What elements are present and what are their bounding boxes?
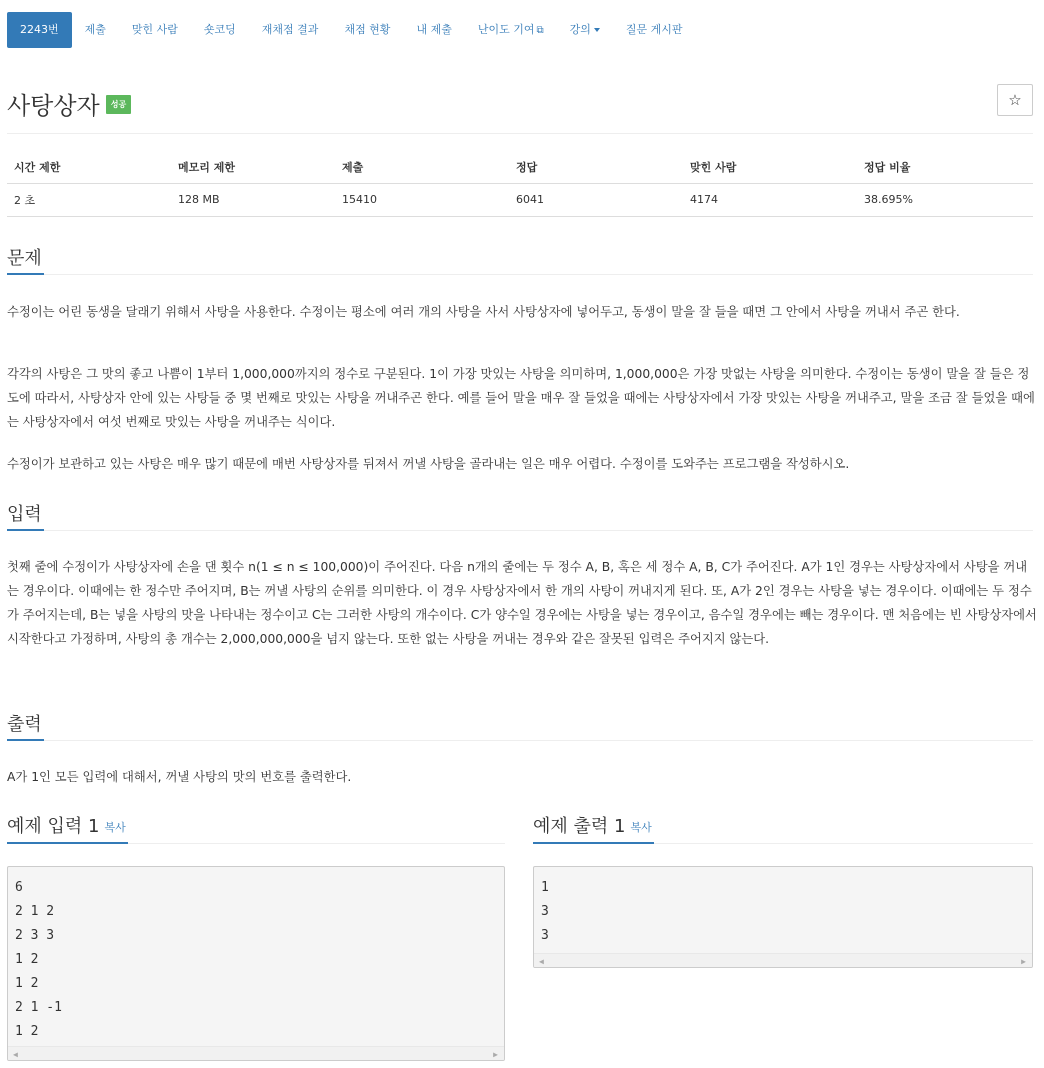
col-time-limit: 시간 제한 bbox=[7, 152, 171, 183]
problem-title: 사탕상자 bbox=[7, 92, 100, 120]
sample-input-title: 예제 입력 1 bbox=[7, 816, 100, 837]
sample-output-header bbox=[533, 812, 1033, 844]
col-submissions: 제출 bbox=[335, 152, 509, 183]
memory-limit-value: 128 MB bbox=[171, 183, 335, 216]
favorite-button[interactable] bbox=[997, 84, 1033, 116]
scroll-left-icon[interactable]: ◀ bbox=[539, 957, 544, 966]
code-line: 2 1 2 bbox=[15, 904, 55, 919]
problem-paragraph-3: 수정이가 보관하고 있는 사탕은 매우 많기 때문에 매번 사탕상자를 뒤져서 꺼낼 사탕을 골라내는 일은 매우 어렵다. 수정이를 도와주는 프로그램을 작성하시오. bbox=[7, 457, 850, 471]
info-table-header-row bbox=[7, 152, 1033, 183]
accepted-value: 6041 bbox=[509, 183, 683, 216]
nav-submit[interactable]: 제출 bbox=[84, 23, 106, 36]
nav-difficulty-contribution[interactable] bbox=[465, 12, 557, 48]
sample-input-lines bbox=[8, 867, 504, 1044]
code-line: 1 bbox=[541, 880, 549, 895]
col-accept-ratio: 정답 비율 bbox=[857, 152, 1033, 183]
nav-rejudge-results[interactable]: 재채점 결과 bbox=[261, 23, 319, 36]
problem-nav bbox=[7, 12, 696, 48]
sample-input-copy-link[interactable]: 복사 bbox=[104, 821, 126, 834]
submissions-value: 15410 bbox=[335, 183, 509, 216]
nav-my-submissions[interactable]: 내 제출 bbox=[416, 23, 452, 36]
nav-lectures-label: 강의 bbox=[569, 23, 591, 36]
nav-judge-status[interactable]: 채점 현황 bbox=[344, 23, 391, 36]
scroll-right-icon[interactable]: ▶ bbox=[493, 1050, 498, 1059]
nav-lectures-dropdown[interactable] bbox=[557, 12, 613, 48]
code-line: 1 2 bbox=[15, 952, 39, 967]
sample-output-lines bbox=[534, 867, 1032, 948]
code-line: 1 2 bbox=[15, 976, 39, 991]
sample-input-box[interactable] bbox=[7, 866, 505, 1061]
problem-info-table bbox=[7, 152, 1033, 217]
time-limit-value: 2 초 bbox=[7, 183, 171, 216]
external-link-icon: ⧉ bbox=[536, 25, 544, 36]
output-description: A가 1인 모든 입력에 대해서, 꺼낼 사탕의 맛의 번호를 출력한다. bbox=[7, 770, 352, 784]
problem-title-row bbox=[7, 86, 131, 121]
problem-paragraph-2: 각각의 사탕은 그 맛의 좋고 나쁨이 1부터 1,000,000까지의 정수로 구분된다. 1이 가장 맛있는 사탕을 의미하며, 1,000,000은 가장 맛없는 사탕을 의미한다. 수정이는 동생이 말을 잘 들은 정도에 따라서, 사탕상자 안에 있는 사탕들 중 몇 번째로 맛있는 사탕을 꺼내주곤 한다. 예를 들어 말을 매우 잘 들었을 때에는 사탕상자에서 가장 맛있는 사탕을 꺼내주고, 말을 조금 잘 들었을 때에는 사탕상자에서 여섯 번째로 맛있는 사탕을 꺼내주는 식이다. bbox=[7, 367, 1035, 429]
status-badge: 성공 bbox=[106, 95, 131, 114]
sample-input-title-wrap bbox=[7, 812, 128, 844]
horizontal-scrollbar[interactable] bbox=[8, 1046, 504, 1060]
col-memory-limit: 메모리 제한 bbox=[171, 152, 335, 183]
problem-section-header bbox=[7, 244, 1033, 275]
code-line: 1 2 bbox=[15, 1024, 39, 1039]
nav-short-coding[interactable]: 숏코딩 bbox=[203, 23, 236, 36]
horizontal-scrollbar[interactable] bbox=[534, 953, 1032, 967]
sample-output-box[interactable] bbox=[533, 866, 1033, 968]
col-solved-users: 맞힌 사람 bbox=[683, 152, 857, 183]
input-section-title: 입력 bbox=[7, 500, 44, 531]
nav-difficulty-label: 난이도 기여 bbox=[477, 23, 535, 36]
scroll-right-icon[interactable]: ▶ bbox=[1021, 957, 1026, 966]
nav-problem-number[interactable]: 2243번 bbox=[7, 12, 72, 48]
sample-output-title: 예제 출력 1 bbox=[533, 816, 626, 837]
output-section-header bbox=[7, 710, 1033, 741]
scroll-left-icon[interactable]: ◀ bbox=[13, 1050, 18, 1059]
code-line: 6 bbox=[15, 880, 23, 895]
sample-output-copy-link[interactable]: 복사 bbox=[630, 821, 652, 834]
code-line: 2 1 -1 bbox=[15, 1000, 62, 1015]
problem-section-title: 문제 bbox=[7, 244, 44, 275]
code-line: 3 bbox=[541, 928, 549, 943]
problem-paragraph-1: 수정이는 어린 동생을 달래기 위해서 사탕을 사용한다. 수정이는 평소에 여러 개의 사탕을 사서 사탕상자에 넣어두고, 동생이 말을 잘 들을 때면 그 안에서 사탕을 꺼내서 주곤 한다. bbox=[7, 305, 960, 319]
star-icon: ☆ bbox=[1008, 91, 1022, 109]
nav-solved-users[interactable]: 맞힌 사람 bbox=[131, 23, 178, 36]
table-row bbox=[7, 183, 1033, 216]
sample-output-title-wrap bbox=[533, 812, 654, 844]
caret-down-icon bbox=[594, 28, 600, 32]
col-accepted: 정답 bbox=[509, 152, 683, 183]
input-description: 첫째 줄에 수정이가 사탕상자에 손을 댄 횟수 n(1 ≤ n ≤ 100,000)이 주어진다. 다음 n개의 줄에는 두 정수 A, B, 혹은 세 정수 A, B, C가 주어진다. A가 1인 경우는 사탕상자에서 사탕을 꺼내는 경우이다. 이때에는 한 정수만 주어지며, B는 꺼낼 사탕의 순위를 의미한다. 이 경우 사탕상자에서 한 개의 사탕이 꺼내지게 된다. 또, A가 2인 경우는 사탕을 넣는 경우이다. 이때에는 두 정수가 주어지는데, B는 넣을 사탕의 맛을 나타내는 정수이고 C는 그러한 사탕의 개수이다. C가 양수일 경우에는 사탕을 넣는 경우이고, 음수일 경우에는 빼는 경우이다. 맨 처음에는 빈 사탕상자에서 시작한다고 가정하며, 사탕의 총 개수는 2,000,000,000을 넘지 않는다. 또한 없는 사탕을 꺼내는 경우와 같은 잘못된 입력은 주어지지 않는다. bbox=[7, 560, 1037, 646]
sample-input-header bbox=[7, 812, 505, 844]
nav-question-board[interactable]: 질문 게시판 bbox=[625, 23, 683, 36]
input-section-header bbox=[7, 500, 1033, 531]
solved-users-value: 4174 bbox=[683, 183, 857, 216]
code-line: 2 3 3 bbox=[15, 928, 55, 943]
problem-header bbox=[7, 82, 1033, 134]
code-line: 3 bbox=[541, 904, 549, 919]
accept-ratio-value: 38.695% bbox=[857, 183, 1033, 216]
output-section-title: 출력 bbox=[7, 710, 44, 741]
